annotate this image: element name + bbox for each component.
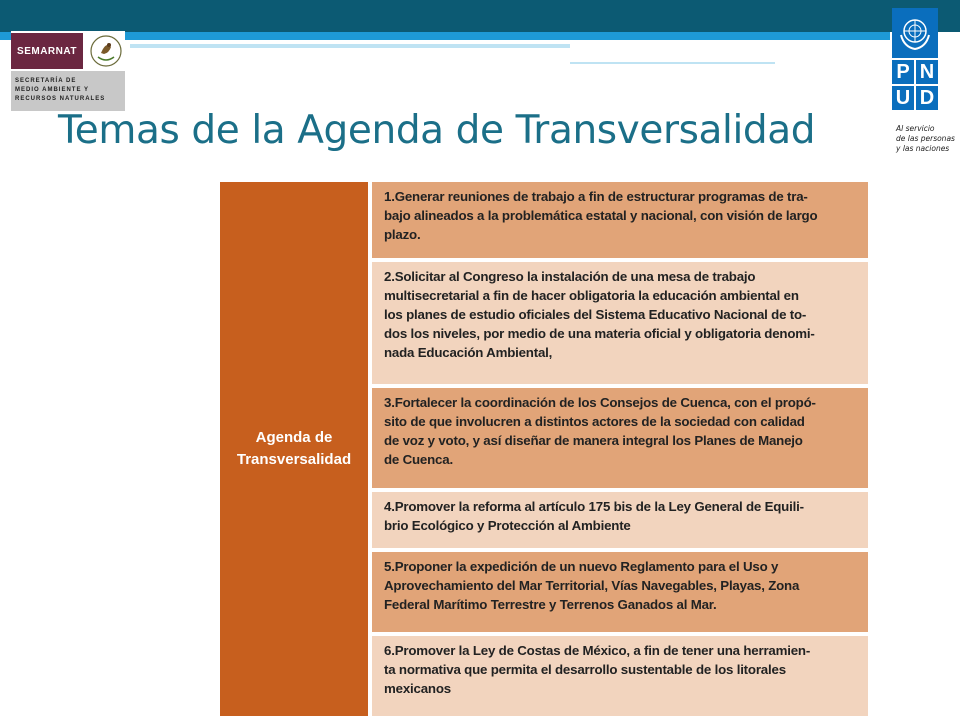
pnud-letter: P [892,60,914,84]
agenda-item-1: 1.Generar reuniones de trabajo a fin de estructurar programas de tra- bajo alineados a la problemática estatal y nacional, con visión de largo plazo. [372,182,868,258]
pnud-letters [892,60,942,110]
agenda-item-4: 4.Promover la reforma al artículo 175 bis de la Ley General de Equili- brio Ecológico y Protección al Ambiente [372,492,868,548]
agenda-item-5: 5.Proponer la expedición de un nuevo Reglamento para el Uso y Aprovechamiento del Mar Territorial, Vías Navegables, Playas, Zona Federal Marítimo Terrestre y Terrenos Ganados al Mar. [372,552,868,632]
semarnat-logo [11,31,125,111]
pnud-letter: U [892,86,914,110]
slide-title: Temas de la Agenda de Transversalidad [58,108,816,153]
un-emblem-box [892,8,938,58]
pnud-letter: N [916,60,938,84]
pnud-logo [892,8,942,110]
agenda-diagram [220,182,868,716]
top-thin-line [570,62,775,64]
mexico-seal-icon [89,33,123,69]
agenda-label-box [220,182,368,716]
semarnat-name: SEMARNAT [11,33,83,69]
semarnat-subtitle: SECRETARÍA DE MEDIO AMBIENTE Y RECURSOS NATURALES [11,71,125,111]
top-banner-bar [0,0,960,32]
top-light-bar [130,44,570,48]
pnud-letter: D [916,86,938,110]
agenda-item-3: 3.Fortalecer la coordinación de los Consejos de Cuenca, con el propó- sito de que involucren a distintos actores de la sociedad con calidad de voz y voto, y así diseñar de manera integral los Planes de Manejo de Cuenca. [372,388,868,488]
agenda-label: Agenda de Transversalidad [236,429,352,468]
un-emblem-icon [896,13,934,53]
top-accent-bar [0,32,890,40]
semarnat-logo-top [11,31,125,71]
agenda-item-6: 6.Promover la Ley de Costas de México, a fin de tener una herramien- ta normativa que permita el desarrollo sustentable de los litorales mexicanos [372,636,868,716]
pnud-tagline: Al servicio de las personas y las naciones [896,124,955,153]
agenda-item-2: 2.Solicitar al Congreso la instalación de una mesa de trabajo multisecretarial a fin de hacer obligatoria la educación ambiental en los planes de estudio oficiales del Sistema Educativo Nacional de to- dos los niveles, por medio de una materia oficial y obligatoria denomi- nada Educación Ambiental, [372,262,868,384]
